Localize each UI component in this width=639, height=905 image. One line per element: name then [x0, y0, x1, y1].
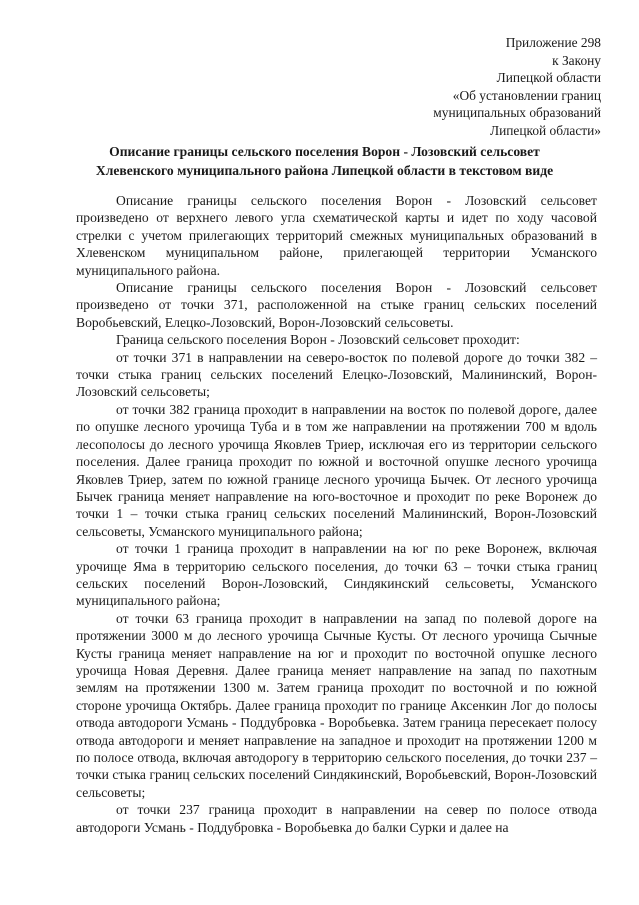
annex-line: к Закону: [552, 52, 601, 68]
annex-line: Липецкой области: [496, 70, 601, 85]
document-body: [76, 192, 597, 836]
document-title: [56, 142, 593, 180]
title-line: Хлевенского муниципального района Липецкой области в текстовом виде: [95, 163, 554, 178]
annex-line: муниципальных образований: [433, 105, 601, 120]
annex-header: [301, 34, 601, 139]
paragraph: от точки 382 граница проходит в направлении на восток по полевой дороге, далее по опушке лесного урочища Туба и в том же направлении на протяжении 700 м вдоль лесополосы до лесного урочища Яковлев Триер, исключая его из территории сельского поселения. Далее граница проходит по южной и восточной опушке лесного урочища Яковлев Триер, затем по южной границе лесного урочища Бычек. От лесного урочища Бычек граница меняет направление на юго-восточное и проходит по реке Воронеж до точки 1 – точки стыка границ сельских поселений Малининский, Ворон-Лозовский сельсоветы, Усманского муниципального района;: [76, 401, 597, 539]
paragraph: от точки 237 граница проходит в направлении на север по полосе отвода автодороги Усмань - Поддубровка - Воробьевка до балки Сурки и далее на: [76, 802, 597, 835]
paragraph: от точки 371 в направлении на северо-восток по полевой дороге до точки 382 – точки стыка границ сельских поселений Елецко-Лозовский, Малининский, Ворон-Лозовский сельсоветы;: [76, 349, 597, 400]
paragraph: от точки 63 граница проходит в направлении на запад по полевой дороге на протяжении 3000 м до лесного урочища Сычные Кусты. От лесного урочища Сычные Кусты граница меняет направление на юг и проходит по восточной опушке лесного урочища Новая Деревня. Далее граница меняет направление на запад по пахотным землям на протяжении 1300 м. Затем граница проходит по восточной и по южной стороне урочища Октябрь. Далее граница проходит по границе Аксенкин Лог до полосы отвода автодороги Усмань - Поддубровка - Воробьевка. Затем граница пересекает полосу отвода автодороги и меняет направление на западное и проходит на протяжении 1200 м по полосе отвода, включая автодорогу в территорию сельского поселения, до точки 237 – точки стыка границ сельских поселений Синдякинский, Воробьевский, Ворон-Лозовский сельсоветы;: [76, 610, 597, 800]
annex-line: Приложение 298: [505, 35, 601, 50]
annex-line: Липецкой области»: [489, 122, 601, 138]
title-line: Описание границы сельского поселения Ворон - Лозовский сельсовет: [109, 144, 540, 159]
paragraph: Описание границы сельского поселения Ворон - Лозовский сельсовет произведено от точки 371, расположенной на стыке границ сельских поселений Воробьевский, Елецко-Лозовский, Ворон-Лозовский сельсоветы.: [76, 280, 597, 330]
annex-line: «Об установлении границ: [452, 87, 601, 103]
paragraph: от точки 1 граница проходит в направлении на юг по реке Воронеж, включая урочище Яма в территорию сельского поселения, до точки 63 – точки стыка границ сельских поселений Ворон-Лозовский, Синдякинский сельсоветы, Усманского муниципального района;: [76, 541, 597, 609]
paragraph: Граница сельского поселения Ворон - Лозовский сельсовет проходит:: [116, 332, 520, 348]
paragraph: Описание границы сельского поселения Ворон - Лозовский сельсовет произведено от верхнего левого угла схематической карты и идет по ходу часовой стрелки с учетом прилегающих территорий смежных муниципальных образований в Хлевенском муниципальном районе, прилегающей территории Усманского муниципального района.: [76, 193, 597, 278]
